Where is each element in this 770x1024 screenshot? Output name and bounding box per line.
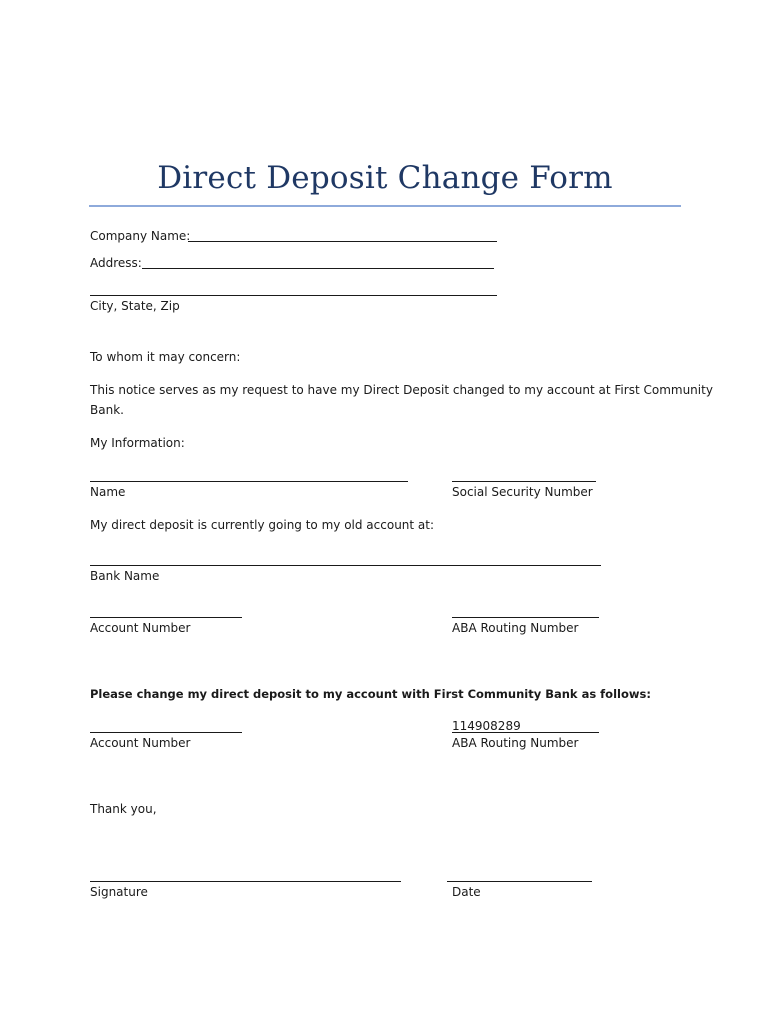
old-routing-number-label: ABA Routing Number [452, 621, 579, 635]
old-account-number-field[interactable] [90, 617, 242, 618]
address-field[interactable] [142, 268, 494, 269]
signature-label: Signature [90, 885, 148, 899]
form-title: Direct Deposit Change Form [157, 160, 613, 196]
date-label: Date [452, 885, 481, 899]
bank-name-field[interactable] [90, 565, 601, 566]
new-account-number-field[interactable] [90, 732, 242, 733]
title-underline [89, 205, 681, 207]
signature-field[interactable] [90, 881, 401, 882]
current-account-intro: My direct deposit is currently going to my old account at: [90, 518, 435, 532]
my-information-label: My Information: [90, 436, 185, 450]
new-routing-number-field [452, 732, 599, 733]
city-state-zip-label: City, State, Zip [90, 299, 180, 313]
new-routing-number-label: ABA Routing Number [452, 736, 579, 750]
ssn-field[interactable] [452, 481, 596, 482]
bank-name-label: Bank Name [90, 569, 160, 583]
city-state-zip-field[interactable] [90, 295, 497, 296]
ssn-label: Social Security Number [452, 485, 593, 499]
change-request-text: Please change my direct deposit to my account with First Community Bank as follows: [90, 687, 651, 701]
new-account-number-label: Account Number [90, 736, 191, 750]
old-account-number-label: Account Number [90, 621, 191, 635]
notice-text-line-1: This notice serves as my request to have my Direct Deposit changed to my account at First Community [90, 383, 713, 397]
name-label: Name [90, 485, 126, 499]
notice-text-line-2: Bank. [90, 403, 124, 417]
company-name-label: Company Name: [90, 229, 191, 243]
old-routing-number-field[interactable] [452, 617, 599, 618]
salutation-text: To whom it may concern: [90, 350, 241, 364]
name-field[interactable] [90, 481, 408, 482]
company-name-field[interactable] [188, 241, 497, 242]
new-routing-number-value: 114908289 [452, 719, 521, 733]
address-label: Address: [90, 256, 142, 270]
date-field[interactable] [447, 881, 592, 882]
closing-text: Thank you, [90, 802, 157, 816]
